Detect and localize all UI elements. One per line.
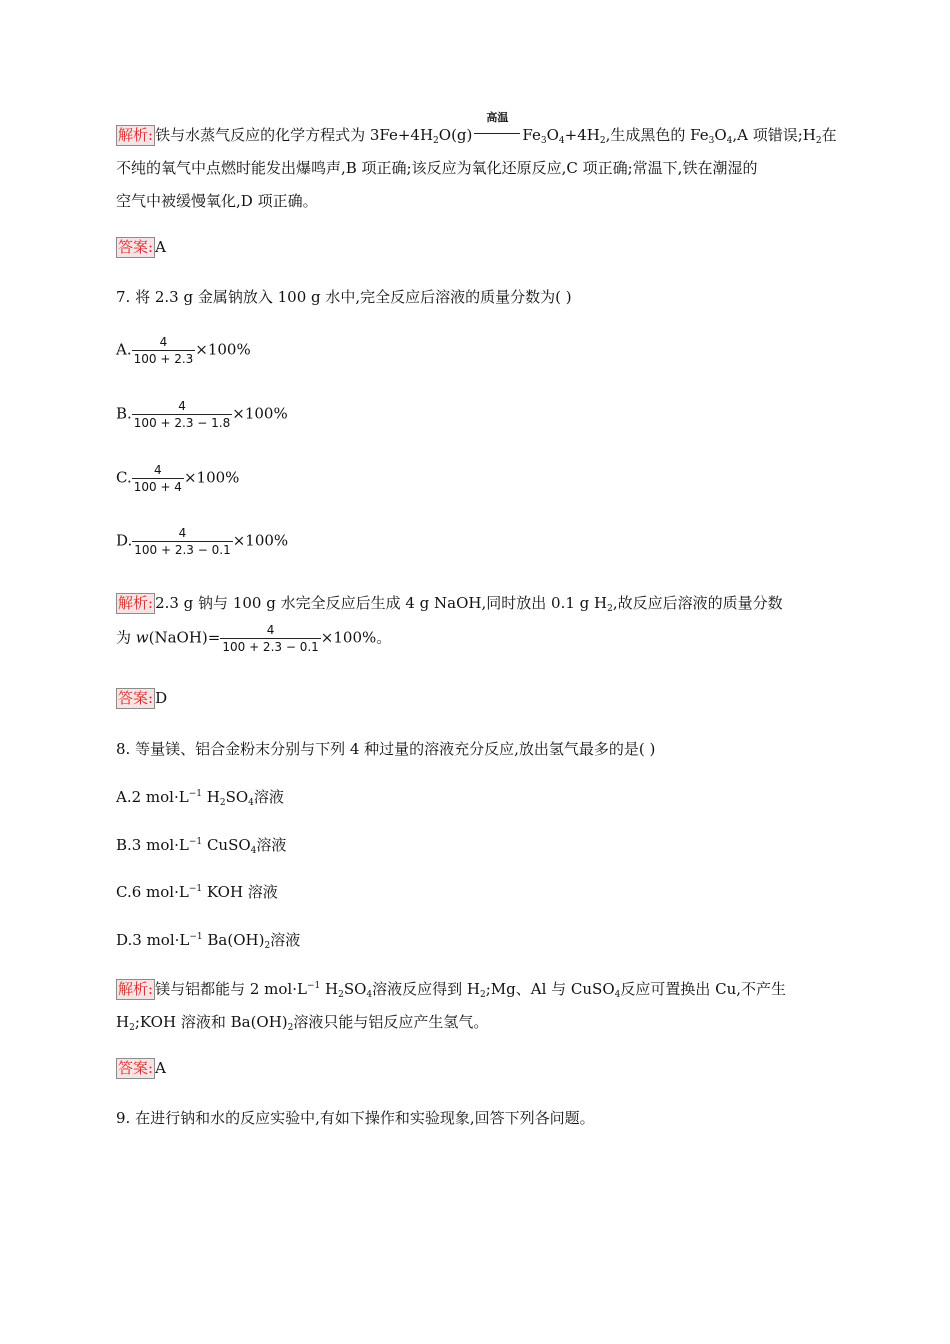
- subscript: 2: [338, 990, 344, 1000]
- q7-answer: [116, 688, 167, 709]
- denominator: 100 + 2.3 − 0.1: [222, 640, 319, 654]
- text: SO: [343, 980, 367, 998]
- answer-tag: 答案:: [118, 1059, 154, 1077]
- q7-analysis-line1: [116, 592, 783, 614]
- subscript: 2: [599, 136, 606, 146]
- q6-analysis-line1: [116, 111, 837, 146]
- q8-stem: 8. 等量镁、铝合金粉末分别与下列 4 种过量的溶液充分反应,放出氢气最多的是( ): [116, 740, 656, 758]
- q8-option-d: [116, 929, 300, 951]
- text: 溶液: [256, 836, 287, 854]
- text: O: [714, 126, 727, 144]
- text: H: [201, 788, 220, 806]
- subscript: 2: [264, 941, 271, 951]
- subscript: 2: [129, 1023, 135, 1033]
- denominator: 100 + 2.3: [133, 352, 194, 366]
- superscript: −1: [189, 932, 203, 942]
- text: ×100%: [232, 404, 288, 423]
- text: 溶液反应得到 H: [372, 980, 480, 998]
- q6-analysis-line3: 空气中被缓慢氧化,D 项正确。: [116, 192, 318, 210]
- q9-stem: 9. 在进行钠和水的反应实验中,有如下操作和实验现象,回答下列各问题。: [116, 1109, 595, 1127]
- answer-value: A: [155, 238, 166, 256]
- subscript: 3: [708, 136, 715, 146]
- numerator: 4: [154, 463, 162, 477]
- option-label: C.: [116, 468, 132, 487]
- superscript: −1: [188, 837, 203, 847]
- text: 在: [821, 126, 837, 144]
- q7-option-a: [116, 334, 251, 367]
- subscript: 4: [250, 846, 257, 856]
- q7-option-c: [116, 462, 239, 495]
- subscript: 4: [726, 136, 733, 146]
- subscript: 2: [479, 990, 486, 1000]
- reaction-arrow: [472, 111, 522, 144]
- text: ×100%: [232, 531, 289, 550]
- option-label: A.: [116, 340, 132, 359]
- subscript: 4: [248, 798, 254, 808]
- text: C.6 mol·L: [116, 883, 189, 901]
- numerator: 4: [266, 623, 275, 637]
- text: O(g): [438, 126, 473, 144]
- text: 溶液: [270, 931, 301, 949]
- subscript: 4: [366, 990, 373, 1000]
- text: B.3 mol·L: [116, 836, 189, 854]
- numerator: 4: [178, 526, 187, 540]
- text: ,A 项错误;H: [732, 126, 816, 144]
- q8-option-b: [116, 834, 286, 856]
- fraction: [132, 334, 196, 367]
- denominator: 100 + 2.3 − 1.8: [133, 416, 231, 430]
- subscript: 2: [433, 136, 439, 146]
- text: D.3 mol·L: [116, 931, 190, 949]
- analysis-tag: 解析:: [118, 126, 154, 144]
- text: ,生成黑色的 Fe: [605, 126, 709, 144]
- text: ,故反应后溶液的质量分数: [612, 594, 783, 612]
- superscript: −1: [188, 789, 202, 799]
- denominator: 100 + 2.3 − 0.1: [134, 543, 231, 557]
- text: 溶液: [253, 788, 284, 806]
- numerator: 4: [159, 335, 168, 349]
- answer-tag: 答案:: [118, 689, 154, 707]
- text: ;KOH 溶液和 Ba(OH): [134, 1013, 288, 1031]
- equals-line: [474, 133, 520, 134]
- subscript: 2: [815, 136, 822, 146]
- text: ×100%: [195, 340, 251, 359]
- subscript: 2: [607, 604, 613, 614]
- numerator: 4: [178, 399, 186, 413]
- text: ;Mg、Al 与 CuSO: [485, 980, 615, 998]
- q8-answer: [116, 1058, 166, 1079]
- text: 镁与铝都能与 2 mol·L: [155, 980, 307, 998]
- option-label: B.: [116, 404, 132, 423]
- reaction-condition: 高温: [486, 111, 509, 124]
- analysis-tag: 解析:: [118, 594, 154, 612]
- text: Fe: [522, 126, 541, 144]
- superscript: −1: [306, 981, 321, 991]
- text: H: [116, 1013, 130, 1031]
- q8-option-c: [116, 881, 278, 902]
- text: 为: [116, 628, 136, 647]
- subscript: 3: [540, 136, 547, 146]
- text: SO: [225, 788, 249, 806]
- text: (NaOH)=: [148, 628, 221, 647]
- q6-answer: [116, 237, 166, 258]
- subscript: 4: [614, 990, 621, 1000]
- fraction: [132, 462, 184, 495]
- fraction: [132, 525, 232, 558]
- q8-option-a: [116, 786, 284, 808]
- superscript: −1: [188, 884, 203, 894]
- q8-analysis-line1: [116, 978, 786, 1000]
- subscript: 2: [219, 798, 226, 808]
- text: KOH 溶液: [202, 883, 278, 901]
- text: Ba(OH): [202, 931, 265, 949]
- text: O: [546, 126, 559, 144]
- denominator: 100 + 4: [133, 480, 182, 494]
- q7-stem: 7. 将 2.3 g 金属钠放入 100 g 水中,完全反应后溶液的质量分数为( ): [116, 288, 572, 306]
- text: CuSO: [202, 836, 251, 854]
- text: H: [320, 980, 339, 998]
- fraction: [220, 622, 320, 655]
- text: 溶液只能与铝反应产生氢气。: [293, 1013, 489, 1031]
- fraction: [132, 398, 232, 431]
- text: ×100%。: [320, 628, 392, 647]
- answer-tag: 答案:: [118, 238, 154, 256]
- text: +4H: [564, 126, 600, 144]
- variable: w: [135, 628, 149, 647]
- q7-analysis-line2: [116, 622, 391, 655]
- text: 反应可置换出 Cu,不产生: [620, 980, 787, 998]
- q7-option-d: [116, 525, 288, 558]
- answer-value: D: [155, 689, 168, 707]
- subscript: 2: [287, 1023, 294, 1033]
- q7-option-b: [116, 398, 288, 431]
- analysis-tag: 解析:: [118, 980, 154, 998]
- text: ×100%: [183, 468, 240, 487]
- option-label: D.: [116, 531, 133, 550]
- text: A.2 mol·L: [116, 788, 189, 806]
- subscript: 4: [558, 136, 565, 146]
- text: 铁与水蒸气反应的化学方程式为 3Fe+4H: [155, 126, 434, 144]
- answer-value: A: [155, 1059, 166, 1077]
- q8-analysis-line2: [116, 1011, 488, 1033]
- text: 2.3 g 钠与 100 g 水完全反应后生成 4 g NaOH,同时放出 0.1 g H: [155, 594, 608, 612]
- q6-analysis-line2: 不纯的氧气中点燃时能发出爆鸣声,B 项正确;该反应为氧化还原反应,C 项正确;常温下,铁在潮湿的: [116, 159, 758, 177]
